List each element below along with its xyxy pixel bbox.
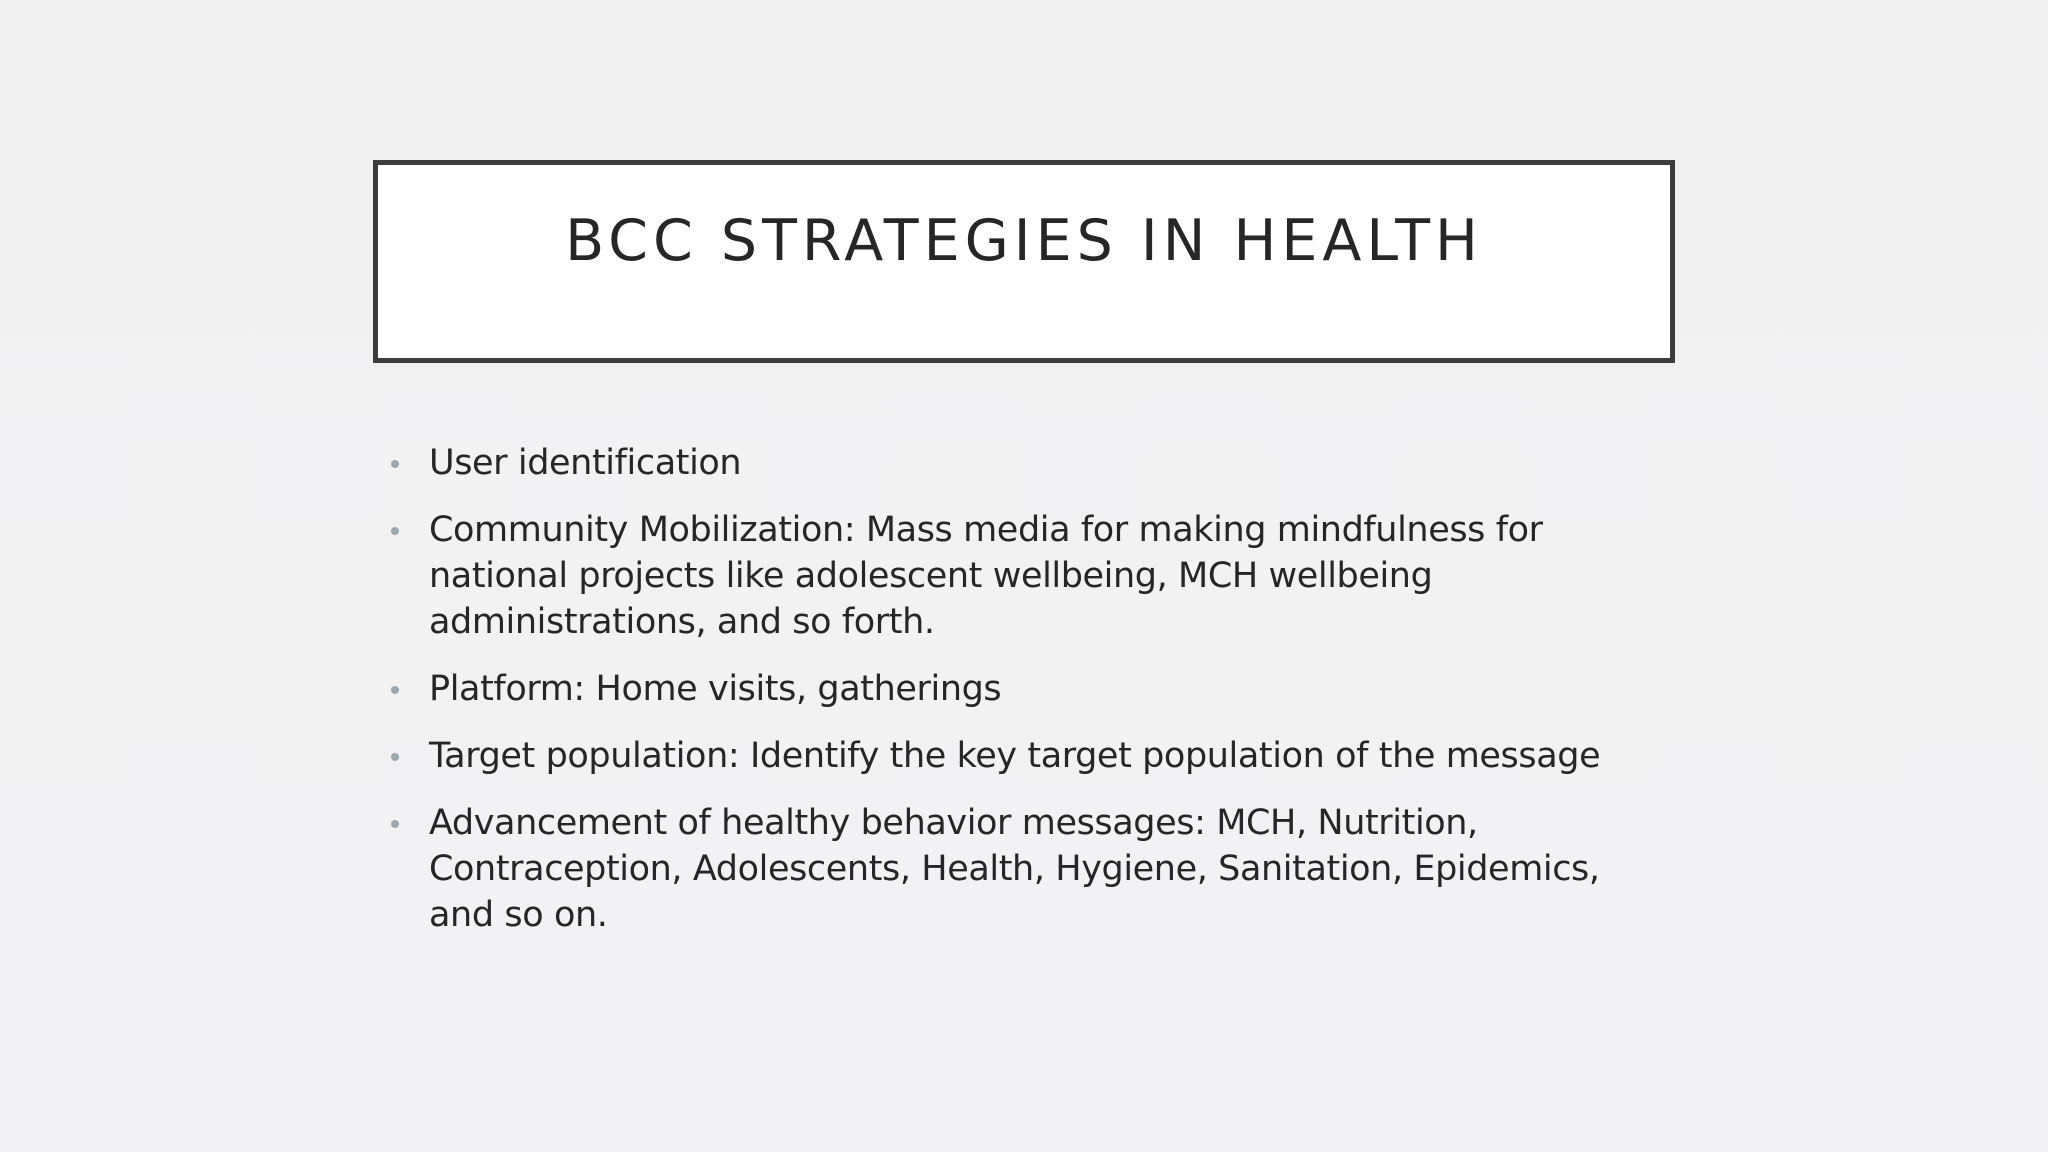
bullet-text: Platform: Home visits, gatherings [429, 669, 1002, 709]
bullet-dot-icon [391, 686, 399, 694]
bullet-text: Advancement of healthy behavior messages: MCH, Nutrition, Contraception, Adolescents, Health, Hygiene, Sanitation, Epidemics, and so on. [429, 803, 1600, 935]
bullet-text: Target population: Identify the key target population of the message [429, 736, 1601, 776]
bullet-item [380, 733, 1670, 779]
bullet-item [380, 800, 1670, 938]
title-box [373, 160, 1675, 363]
bullet-dot-icon [391, 527, 399, 535]
bullet-dot-icon [391, 460, 399, 468]
bullet-text: Community Mobilization: Mass media for making mindfulness for national projects like adolescent wellbeing, MCH wellbeing administrations, and so forth. [429, 510, 1543, 642]
bullet-item [380, 507, 1670, 645]
slide-title: BCC STRATEGIES IN HEALTH [565, 208, 1483, 274]
bullet-list [380, 440, 1670, 959]
bullet-item [380, 666, 1670, 712]
bullet-item [380, 440, 1670, 486]
bullet-text: User identification [429, 443, 742, 483]
bullet-dot-icon [391, 753, 399, 761]
bullet-dot-icon [391, 820, 399, 828]
